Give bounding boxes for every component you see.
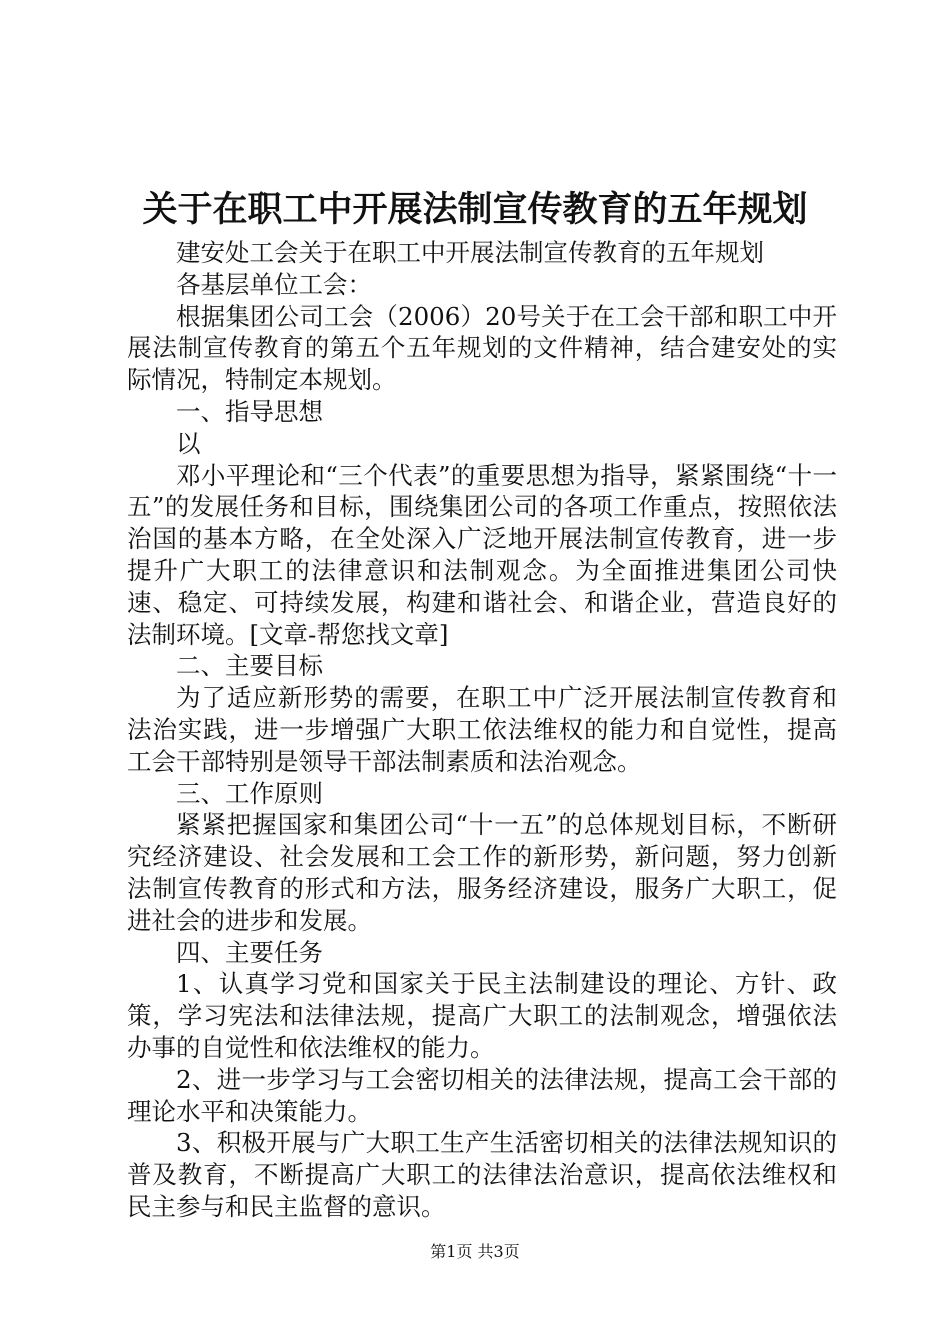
page-indicator: 第1页 共3页 bbox=[430, 1242, 520, 1261]
paragraph-main-goals: 为了适应新形势的需要，在职工中广泛开展法制宣传教育和法治实践，进一步增强广大职工依法维权的能力和自觉性，提高工会干部特别是领导干部法制素质和法治观念。 bbox=[127, 683, 837, 776]
section-heading-work-principles: 三、工作原则 bbox=[176, 778, 323, 808]
document-title: 关于在职工中开展法制宣传教育的五年规划 bbox=[142, 189, 808, 230]
paragraph-salutation: 各基层单位工会： bbox=[176, 269, 372, 299]
section-heading-main-tasks: 四、主要任务 bbox=[176, 937, 323, 967]
paragraph-fragment: 以 bbox=[176, 428, 201, 458]
paragraph-task-1: 1、认真学习党和国家关于民主法制建设的理论、方针、政策，学习宪法和法律法规，提高广大职工的法制观念，增强依法办事的自觉性和依法维权的能力。 bbox=[127, 969, 837, 1062]
paragraph-intro: 根据集团公司工会（2006）20号关于在工会干部和职工中开展法制宣传教育的第五个五年规划的文件精神，结合建安处的实际情况，特制定本规划。 bbox=[127, 301, 837, 395]
section-heading-guiding-thought: 一、指导思想 bbox=[176, 396, 323, 426]
paragraph-guiding-thought: 邓小平理论和“三个代表”的重要思想为指导，紧紧围绕“十一五”的发展任务和目标，围绕集团公司的各项工作重点，按照依法治国的基本方略，在全处深入广泛地开展法制宣传教育，进一步提升广大职工的法律意识和法制观念。为全面推进集团公司快速、稳定、可持续发展，构建和谐社会、和谐企业，营造良好的法制环境。[文章-帮您找文章] bbox=[127, 460, 837, 649]
paragraph-heading-line: 建安处工会关于在职工中开展法制宣传教育的五年规划 bbox=[176, 238, 764, 267]
section-heading-main-goals: 二、主要目标 bbox=[176, 651, 323, 681]
document-body bbox=[127, 237, 837, 1223]
paragraph-work-principles: 紧紧把握国家和集团公司“十一五”的总体规划目标，不断研究经济建设、社会发展和工会工作的新形势，新问题，努力创新法制宣传教育的形式和方法，服务经济建设，服务广大职工，促进社会的进步和发展。 bbox=[127, 810, 837, 935]
paragraph-task-2: 2、进一步学习与工会密切相关的法律法规，提高工会干部的理论水平和决策能力。 bbox=[127, 1064, 837, 1126]
paragraph-task-3: 3、积极开展与广大职工生产生活密切相关的法律法规知识的普及教育，不断提高广大职工的法律法治意识，提高依法维权和民主参与和民主监督的意识。 bbox=[127, 1128, 837, 1221]
